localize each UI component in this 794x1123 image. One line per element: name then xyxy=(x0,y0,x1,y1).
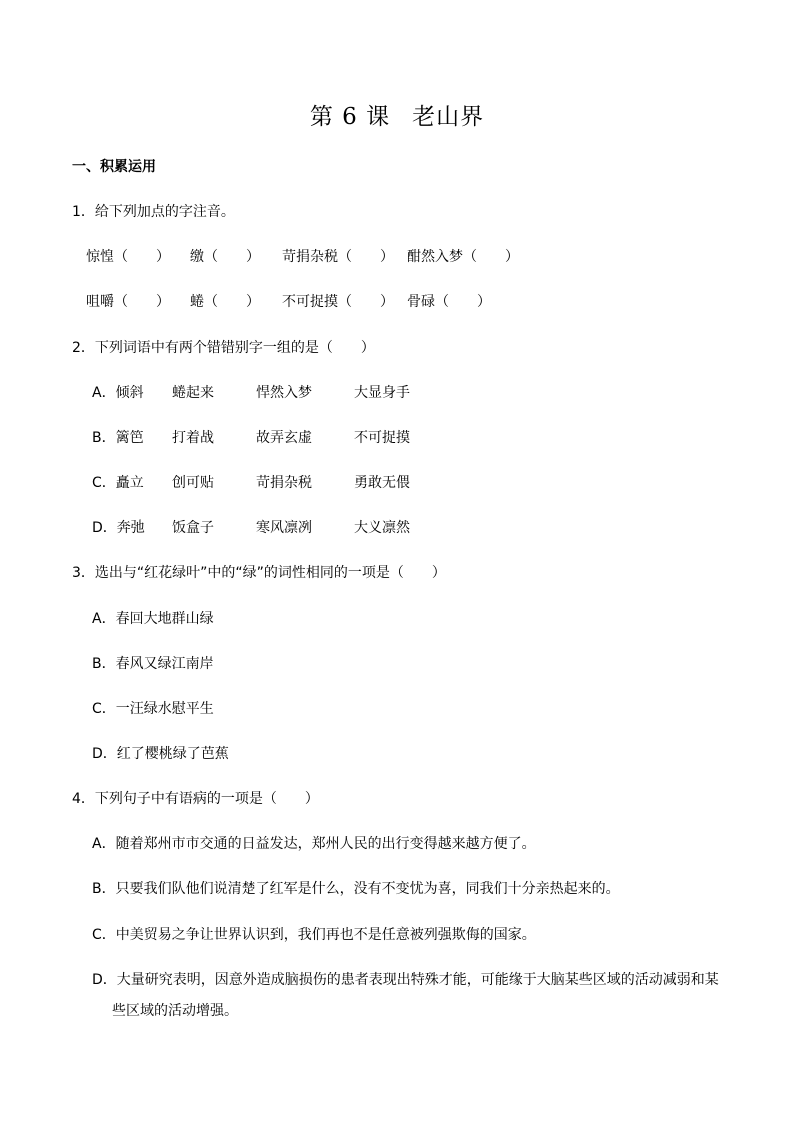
q2-option-label: A．倾斜 xyxy=(92,385,144,401)
q1-item: 蜷（ ） xyxy=(190,294,260,310)
q2-option-word: 打着战 xyxy=(172,430,214,446)
q2-option-word: 寒风凛冽 xyxy=(256,520,312,536)
q3-option: D．红了樱桃绿了芭蕉 xyxy=(92,746,229,762)
q1-item: 咀嚼（ ） xyxy=(86,294,170,310)
q4-option: A．随着郑州市市交通的日益发达，郑州人民的出行变得越来越方便了。 xyxy=(92,836,536,852)
q3-option: C．一汪绿水慰平生 xyxy=(92,701,214,717)
q1-item: 缴（ ） xyxy=(190,249,260,265)
lesson-title xyxy=(0,98,794,131)
q3-option: B．春风又绿江南岸 xyxy=(92,656,214,672)
question-3-stem: 3．选出与“红花绿叶”中的“绿”的词性相同的一项是（ ） xyxy=(72,565,446,581)
q2-option-label: C．矗立 xyxy=(92,475,144,491)
lesson-number: 第 6 课 xyxy=(309,104,391,130)
q1-item: 惊惶（ ） xyxy=(86,249,170,265)
section-heading: 一、积累运用 xyxy=(72,159,156,175)
q4-option-continuation: 些区域的活动增强。 xyxy=(112,1003,238,1019)
q4-option: C．中美贸易之争让世界认识到，我们再也不是任意被列强欺侮的国家。 xyxy=(92,927,536,943)
q1-item: 不可捉摸（ ） xyxy=(282,294,394,310)
question-4-stem: 4．下列句子中有语病的一项是（ ） xyxy=(72,791,319,807)
q1-item: 酣然入梦（ ） xyxy=(407,249,519,265)
q3-option: A．春回大地群山绿 xyxy=(92,611,214,627)
q2-option-word: 苛捐杂税 xyxy=(256,475,312,491)
q2-option-word: 大义凛然 xyxy=(354,520,410,536)
q2-option-word: 故弄玄虚 xyxy=(256,430,312,446)
q2-option-word: 蜷起来 xyxy=(172,385,214,401)
question-1-stem: 1．给下列加点的字注音。 xyxy=(72,204,235,220)
q2-option-word: 勇敢无偎 xyxy=(354,475,410,491)
lesson-name: 老山界 xyxy=(412,104,485,130)
q2-option-word: 悍然入梦 xyxy=(256,385,312,401)
q2-option-word: 创可贴 xyxy=(172,475,214,491)
q2-option-word: 大显身手 xyxy=(354,385,410,401)
q2-option-label: D．奔弛 xyxy=(92,520,145,536)
q2-option-word: 饭盒子 xyxy=(172,520,214,536)
q1-item: 骨碌（ ） xyxy=(407,294,491,310)
question-2-stem: 2．下列词语中有两个错错别字一组的是（ ） xyxy=(72,340,375,356)
q2-option-label: B．篱笆 xyxy=(92,430,144,446)
q2-option-word: 不可捉摸 xyxy=(354,430,410,446)
q1-item: 苛捐杂税（ ） xyxy=(282,249,394,265)
q4-option: B．只要我们队他们说清楚了红军是什么，没有不变忧为喜，同我们十分亲热起来的。 xyxy=(92,881,620,897)
q4-option: D．大量研究表明，因意外造成脑损伤的患者表现出特殊才能，可能缘于大脑某些区域的活动减弱和某 xyxy=(92,972,719,988)
